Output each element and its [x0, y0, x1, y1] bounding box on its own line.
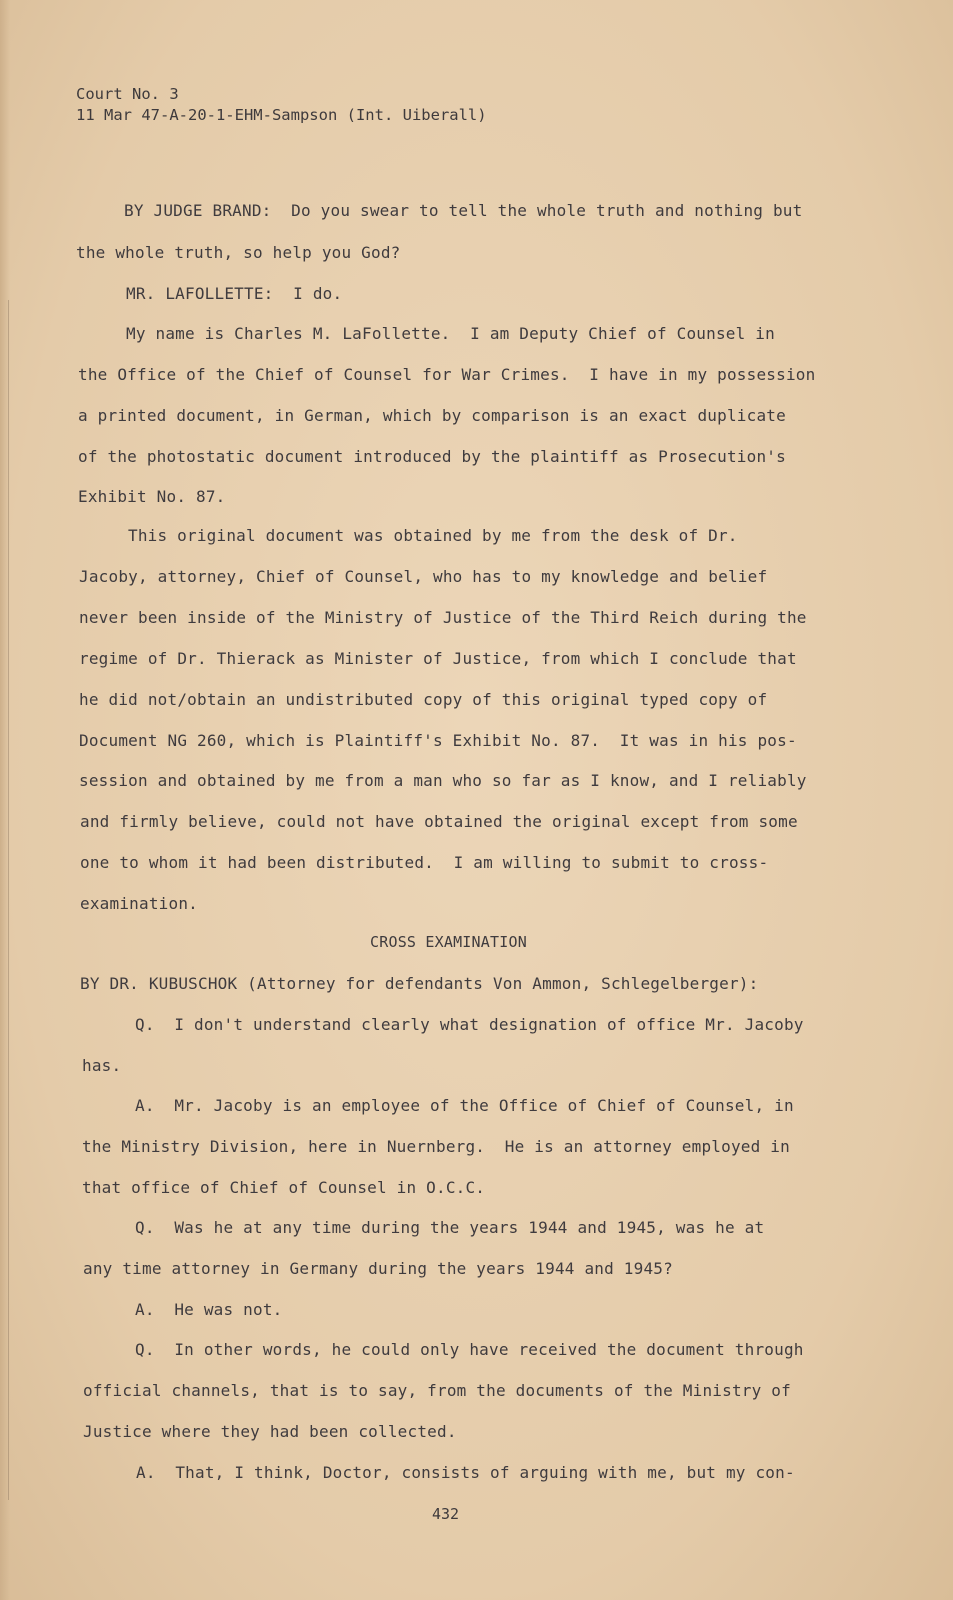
- transcript-line: My name is Charles M. LaFollette. I am Deputy Chief of Counsel in: [126, 324, 775, 343]
- transcript-line: a printed document, in German, which by comparison is an exact duplicate: [78, 406, 786, 425]
- transcript-line: Q. I don't understand clearly what designation of office Mr. Jacoby: [135, 1015, 804, 1034]
- transcript-line: A. That, I think, Doctor, consists of arguing with me, but my con-: [136, 1463, 795, 1482]
- transcript-line: A. Mr. Jacoby is an employee of the Office of Chief of Counsel, in: [135, 1096, 794, 1115]
- court-number: Court No. 3: [76, 85, 179, 103]
- transcript-line: MR. LAFOLLETTE: I do.: [126, 284, 343, 303]
- transcript-line: the Ministry Division, here in Nuernberg. He is an attorney employed in: [82, 1137, 790, 1156]
- transcript-line: that office of Chief of Counsel in O.C.C.: [82, 1178, 486, 1197]
- transcript-line: Document NG 260, which is Plaintiff's Exhibit No. 87. It was in his pos-: [79, 731, 797, 750]
- transcript-line: examination.: [80, 894, 198, 913]
- transcript-line: BY JUDGE BRAND: Do you swear to tell the whole truth and nothing but: [124, 201, 803, 220]
- transcript-line: never been inside of the Ministry of Justice of the Third Reich during the: [79, 608, 807, 627]
- transcript-line: of the photostatic document introduced by the plaintiff as Prosecution's: [78, 447, 786, 466]
- transcript-line: any time attorney in Germany during the years 1944 and 1945?: [83, 1259, 673, 1278]
- transcript-line: he did not/obtain an undistributed copy of this original typed copy of: [79, 690, 768, 709]
- transcript-line: Jacoby, attorney, Chief of Counsel, who has to my knowledge and belief: [79, 567, 768, 586]
- transcript-line: Q. Was he at any time during the years 1944 and 1945, was he at: [135, 1218, 765, 1237]
- paper-crease: [8, 300, 9, 1500]
- transcript-line: official channels, that is to say, from the documents of the Ministry of: [83, 1381, 791, 1400]
- transcript-line: one to whom it had been distributed. I am willing to submit to cross-: [80, 853, 769, 872]
- transcript-line: A. He was not.: [135, 1300, 283, 1319]
- section-heading: CROSS EXAMINATION: [370, 933, 527, 951]
- transcript-line: regime of Dr. Thierack as Minister of Justice, from which I conclude that: [79, 649, 797, 668]
- transcript-line: session and obtained by me from a man who so far as I know, and I reliably: [79, 771, 807, 790]
- page-number: 432: [432, 1505, 460, 1523]
- transcript-line: the Office of the Chief of Counsel for War Crimes. I have in my possession: [78, 365, 816, 384]
- transcript-line: the whole truth, so help you God?: [76, 243, 401, 262]
- transcript-line: BY DR. KUBUSCHOK (Attorney for defendants Von Ammon, Schlegelberger):: [80, 974, 759, 993]
- document-header: [76, 84, 487, 126]
- transcript-line: Q. In other words, he could only have received the document through: [135, 1340, 804, 1359]
- transcript-reference: 11 Mar 47-A-20-1-EHM-Sampson (Int. Uiberall): [76, 106, 487, 124]
- transcript-line: This original document was obtained by me from the desk of Dr.: [128, 526, 738, 545]
- transcript-line: Justice where they had been collected.: [83, 1422, 457, 1441]
- transcript-line: and firmly believe, could not have obtained the original except from some: [80, 812, 798, 831]
- transcript-line: has.: [82, 1056, 122, 1075]
- transcript-line: Exhibit No. 87.: [78, 487, 226, 506]
